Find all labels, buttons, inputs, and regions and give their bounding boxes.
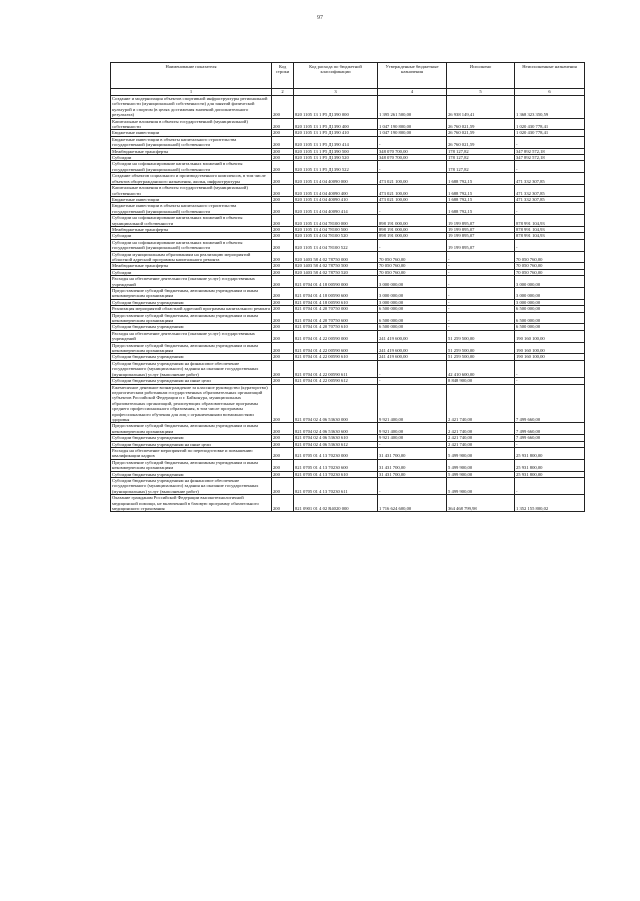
row-approved-cell: 3 000 000,00: [378, 288, 447, 300]
row-name-cell: Капитальные вложения в объекты государственной (муниципальной) собственности: [111, 185, 272, 197]
row-executed-cell: 19 199 895,07: [447, 215, 515, 227]
row-classification-cell: 821 0901 01 4 02 R4020 000: [294, 495, 378, 512]
column-number: 3: [294, 89, 378, 96]
row-code-cell: 200: [272, 239, 294, 251]
row-name-cell: Бюджетные инвестиции в объекты капитального строительства государственной (муниципальной) собственности: [111, 203, 272, 215]
row-code-cell: 200: [272, 306, 294, 312]
row-executed-cell: 178 127,82: [447, 148, 515, 154]
header-name: Наименование показателя: [111, 63, 272, 89]
table-row: [111, 312, 585, 324]
row-code-cell: 200: [272, 447, 294, 459]
row-name-cell: Создание объектов социального и производственного комплексов, в том числе объектов общегражданского назначения, жилья, инфраструктуры: [111, 173, 272, 185]
row-executed-cell: -: [447, 306, 515, 312]
row-approved-cell: 31 431 700,00: [378, 459, 447, 471]
row-remaining-cell: 3 000 000,00: [515, 288, 585, 300]
row-classification-cell: 821 0704 02 4 06 53630 000: [294, 384, 378, 423]
row-executed-cell: -: [447, 263, 515, 269]
row-remaining-cell: 25 931 800,00: [515, 459, 585, 471]
row-name-cell: Субсидии бюджетным учреждениям: [111, 324, 272, 330]
row-classification-cell: 820 1105 13 4 04 40090 400: [294, 185, 378, 197]
row-executed-cell: 2 421 740,00: [447, 384, 515, 423]
row-executed-cell: 51 259 500,00: [447, 330, 515, 342]
row-code-cell: 200: [272, 136, 294, 148]
row-remaining-cell: 3 000 000,00: [515, 299, 585, 305]
row-code-cell: 200: [272, 226, 294, 232]
table-header-row: [111, 63, 585, 89]
row-remaining-cell: 190 160 100,00: [515, 330, 585, 342]
row-code-cell: 200: [272, 435, 294, 441]
row-classification-cell: 821 0705 01 4 13 70230 610: [294, 471, 378, 477]
row-classification-cell: 820 1105 13 4 04 78100 500: [294, 226, 378, 232]
row-approved-cell: -: [378, 360, 447, 377]
table-row: [111, 330, 585, 342]
row-remaining-cell: -: [515, 239, 585, 251]
row-remaining-cell: 1 352 155 800,02: [515, 495, 585, 512]
row-name-cell: Бюджетные инвестиции: [111, 196, 272, 202]
row-code-cell: 200: [272, 251, 294, 263]
table-row: [111, 423, 585, 435]
row-approved-cell: 898 191 000,00: [378, 233, 447, 239]
row-approved-cell: 1 047 190 800,00: [378, 118, 447, 130]
row-code-cell: 200: [272, 96, 294, 119]
row-classification-cell: 820 1105 13 4 04 40090 410: [294, 196, 378, 202]
row-code-cell: 200: [272, 118, 294, 130]
row-approved-cell: 241 419 600,00: [378, 342, 447, 354]
row-code-cell: 200: [272, 312, 294, 324]
table-row: [111, 161, 585, 173]
row-executed-cell: -: [447, 312, 515, 324]
table-row: [111, 360, 585, 377]
row-classification-cell: 821 0704 01 4 22 00590 610: [294, 354, 378, 360]
row-classification-cell: 821 0704 01 4 18 00590 600: [294, 288, 378, 300]
row-remaining-cell: -: [515, 203, 585, 215]
row-code-cell: 200: [272, 478, 294, 495]
row-classification-cell: 821 0705 01 4 13 70230 611: [294, 478, 378, 495]
row-executed-cell: 26 760 021,59: [447, 118, 515, 130]
row-code-cell: 200: [272, 423, 294, 435]
row-classification-cell: 821 0704 02 4 06 53630 610: [294, 435, 378, 441]
table-row: [111, 173, 585, 185]
row-executed-cell: 364 468 799,98: [447, 495, 515, 512]
row-approved-cell: -: [378, 203, 447, 215]
row-executed-cell: 5 499 900,00: [447, 478, 515, 495]
table-row: [111, 239, 585, 251]
row-executed-cell: 51 259 500,00: [447, 342, 515, 354]
row-executed-cell: 26 760 021,59: [447, 136, 515, 148]
row-executed-cell: 5 499 900,00: [447, 447, 515, 459]
row-remaining-cell: 70 050 760,00: [515, 263, 585, 269]
table-row: [111, 215, 585, 227]
row-name-cell: Предоставление субсидий бюджетным, автономным учреждениям и иным некоммерческим организациям: [111, 342, 272, 354]
row-executed-cell: 1 688 792,15: [447, 173, 515, 185]
row-code-cell: 200: [272, 299, 294, 305]
row-remaining-cell: 471 332 307,85: [515, 173, 585, 185]
row-executed-cell: 2 421 740,00: [447, 423, 515, 435]
row-approved-cell: 9 921 400,00: [378, 384, 447, 423]
row-approved-cell: 473 021 100,00: [378, 185, 447, 197]
row-classification-cell: 820 1105 13 4 04 40090 000: [294, 173, 378, 185]
row-executed-cell: 26 760 021,59: [447, 130, 515, 136]
row-approved-cell: 31 431 700,00: [378, 471, 447, 477]
column-number: 2: [272, 89, 294, 96]
row-executed-cell: -: [447, 276, 515, 288]
row-classification-cell: 820 1105 13 1 P5 Д1390 414: [294, 136, 378, 148]
row-classification-cell: 820 1105 13 1 P5 Д1390 410: [294, 130, 378, 136]
row-classification-cell: 821 0704 01 4 22 00590 612: [294, 378, 378, 384]
row-classification-cell: 821 0704 01 4 22 00590 611: [294, 360, 378, 377]
row-code-cell: 200: [272, 215, 294, 227]
row-approved-cell: 1 395 261 500,00: [378, 96, 447, 119]
table-row: [111, 185, 585, 197]
row-classification-cell: 821 0704 01 4 20 70750 000: [294, 306, 378, 312]
row-approved-cell: 6 500 000,00: [378, 306, 447, 312]
row-executed-cell: 19 199 895,07: [447, 233, 515, 239]
row-approved-cell: 1 716 624 600,00: [378, 495, 447, 512]
row-classification-cell: 820 1105 13 1 P5 Д1390 522: [294, 161, 378, 173]
row-code-cell: 200: [272, 384, 294, 423]
row-name-cell: Субсидии: [111, 269, 272, 275]
table-row: [111, 136, 585, 148]
table-row: [111, 478, 585, 495]
row-classification-cell: 820 1105 13 1 P5 Д1390 000: [294, 96, 378, 119]
row-code-cell: 200: [272, 360, 294, 377]
row-remaining-cell: 70 050 760,00: [515, 269, 585, 275]
row-name-cell: Капитальные вложения в объекты государственной (муниципальной) собственности: [111, 118, 272, 130]
row-executed-cell: 51 259 500,00: [447, 354, 515, 360]
table-row: [111, 495, 585, 512]
row-executed-cell: 42 410 600,00: [447, 360, 515, 377]
row-name-cell: Межбюджетные трансферты: [111, 148, 272, 154]
row-code-cell: 200: [272, 330, 294, 342]
row-executed-cell: -: [447, 324, 515, 330]
row-name-cell: Субсидии бюджетным учреждениям на иные цели: [111, 378, 272, 384]
row-classification-cell: 820 1105 13 4 04 40090 414: [294, 203, 378, 215]
row-name-cell: Субсидии бюджетным учреждениям на финансовое обеспечение государственного (муниципального) задания на оказание государственных (муниципальных) услуг (выполнение работ): [111, 360, 272, 377]
row-name-cell: Предоставление субсидий бюджетным, автономным учреждениям и иным некоммерческим организациям: [111, 423, 272, 435]
row-classification-cell: 820 1403 58 4 02 78750 520: [294, 269, 378, 275]
row-name-cell: Субсидии бюджетным учреждениям: [111, 471, 272, 477]
row-code-cell: 200: [272, 155, 294, 161]
row-executed-cell: -: [447, 269, 515, 275]
row-approved-cell: -: [378, 161, 447, 173]
row-name-cell: Субсидии бюджетным учреждениям на иные цели: [111, 441, 272, 447]
row-classification-cell: 821 0704 01 4 20 70750 610: [294, 324, 378, 330]
row-name-cell: Субсидии бюджетным учреждениям: [111, 354, 272, 360]
row-name-cell: Субсидии на софинансирование капитальных вложений в объекты государственной (муниципальной) собственности: [111, 239, 272, 251]
row-remaining-cell: 6 500 000,00: [515, 312, 585, 324]
row-code-cell: 200: [272, 185, 294, 197]
row-executed-cell: 26 938 149,41: [447, 96, 515, 119]
row-name-cell: Расходы на обеспечение деятельности (оказание услуг) государственных учреждений: [111, 330, 272, 342]
row-code-cell: 200: [272, 459, 294, 471]
row-executed-cell: 1 688 792,15: [447, 203, 515, 215]
row-code-cell: 200: [272, 130, 294, 136]
row-remaining-cell: 7 499 660,00: [515, 384, 585, 423]
row-code-cell: 200: [272, 148, 294, 154]
row-executed-cell: 5 499 900,00: [447, 459, 515, 471]
header-approved: Утвержденные бюджетные назначения: [378, 63, 447, 89]
table-row: [111, 251, 585, 263]
row-executed-cell: 178 127,82: [447, 161, 515, 173]
row-remaining-cell: 3 000 000,00: [515, 276, 585, 288]
table-row: [111, 342, 585, 354]
row-approved-cell: 9 921 400,00: [378, 423, 447, 435]
row-classification-cell: 821 0704 02 4 06 53630 612: [294, 441, 378, 447]
row-approved-cell: 70 050 760,00: [378, 251, 447, 263]
row-remaining-cell: -: [515, 136, 585, 148]
column-number: 5: [447, 89, 515, 96]
row-remaining-cell: 347 892 572,18: [515, 148, 585, 154]
row-code-cell: 200: [272, 203, 294, 215]
column-number-row: [111, 89, 585, 96]
row-approved-cell: 3 000 000,00: [378, 299, 447, 305]
row-executed-cell: 1 688 792,15: [447, 185, 515, 197]
row-classification-cell: 820 1105 13 4 04 78100 000: [294, 215, 378, 227]
row-remaining-cell: -: [515, 441, 585, 447]
row-executed-cell: -: [447, 251, 515, 263]
row-remaining-cell: 7 499 660,00: [515, 423, 585, 435]
row-classification-cell: 821 0704 01 4 22 00590 600: [294, 342, 378, 354]
table-row: [111, 288, 585, 300]
row-approved-cell: 70 050 760,00: [378, 269, 447, 275]
table-body: [111, 96, 585, 512]
row-approved-cell: 241 419 600,00: [378, 330, 447, 342]
row-remaining-cell: 6 500 000,00: [515, 306, 585, 312]
table-row: [111, 384, 585, 423]
row-executed-cell: 2 421 740,00: [447, 441, 515, 447]
row-classification-cell: 820 1403 58 4 02 78750 500: [294, 263, 378, 269]
row-name-cell: Оказание гражданам Российской Федерации высокотехнологичной медицинской помощи, не включенной в базовую программу обязательного медицинского страхования: [111, 495, 272, 512]
header-code: Код строки: [272, 63, 294, 89]
row-name-cell: Предоставление субсидий бюджетным, автономным учреждениям и иным некоммерческим организациям: [111, 312, 272, 324]
header-executed: Исполнено: [447, 63, 515, 89]
row-name-cell: Создание и модернизация объектов спортивной инфраструктуры региональной собственности (муниципальной собственности) для занятий физической культурой и спортом (в целях достижения значений дополнительного результата): [111, 96, 272, 119]
row-approved-cell: 473 021 100,00: [378, 173, 447, 185]
row-code-cell: 200: [272, 263, 294, 269]
row-approved-cell: 348 070 700,00: [378, 148, 447, 154]
table-row: [111, 447, 585, 459]
row-code-cell: 200: [272, 173, 294, 185]
row-code-cell: 200: [272, 324, 294, 330]
row-name-cell: Расходы на обеспечение мероприятий по переподготовке и повышению квалификации кадров: [111, 447, 272, 459]
row-code-cell: 200: [272, 495, 294, 512]
row-name-cell: Субсидии на софинансирование капитальных вложений в объекты государственной (муниципальной) собственности: [111, 161, 272, 173]
row-remaining-cell: 1 368 323 350,59: [515, 96, 585, 119]
row-remaining-cell: -: [515, 161, 585, 173]
row-classification-cell: 821 0704 01 4 18 00590 610: [294, 299, 378, 305]
table-row: [111, 96, 585, 119]
row-classification-cell: 820 1105 13 1 P5 Д1390 400: [294, 118, 378, 130]
row-approved-cell: 6 500 000,00: [378, 324, 447, 330]
row-remaining-cell: 347 892 572,18: [515, 155, 585, 161]
row-approved-cell: 348 070 700,00: [378, 155, 447, 161]
row-classification-cell: 820 1105 13 1 P5 Д1390 500: [294, 148, 378, 154]
row-code-cell: 200: [272, 269, 294, 275]
row-remaining-cell: -: [515, 478, 585, 495]
row-approved-cell: 898 191 000,00: [378, 215, 447, 227]
row-code-cell: 200: [272, 276, 294, 288]
table-row: [111, 276, 585, 288]
table-row: [111, 203, 585, 215]
row-approved-cell: -: [378, 478, 447, 495]
row-remaining-cell: 878 991 104,93: [515, 226, 585, 232]
row-name-cell: Бюджетные инвестиции в объекты капитального строительства государственной (муниципальной) собственности: [111, 136, 272, 148]
budget-execution-table: [110, 62, 585, 512]
row-classification-cell: 821 0704 01 4 20 70750 600: [294, 312, 378, 324]
row-remaining-cell: 1 020 430 778,41: [515, 118, 585, 130]
row-name-cell: Субсидии муниципальным образованиям на реализацию мероприятий областной адресной программы капитального ремонта: [111, 251, 272, 263]
row-remaining-cell: 7 499 660,00: [515, 435, 585, 441]
row-name-cell: Субсидии: [111, 233, 272, 239]
header-classification: Код расхода по бюджетной классификации: [294, 63, 378, 89]
row-code-cell: 200: [272, 288, 294, 300]
row-approved-cell: -: [378, 441, 447, 447]
row-remaining-cell: 25 931 800,00: [515, 471, 585, 477]
row-classification-cell: 821 0704 01 4 18 00590 000: [294, 276, 378, 288]
column-number: 4: [378, 89, 447, 96]
row-code-cell: 200: [272, 441, 294, 447]
row-approved-cell: 473 021 100,00: [378, 196, 447, 202]
row-code-cell: 200: [272, 342, 294, 354]
row-executed-cell: -: [447, 299, 515, 305]
row-remaining-cell: 6 500 000,00: [515, 324, 585, 330]
column-number: 1: [111, 89, 272, 96]
table-row: [111, 459, 585, 471]
page-number: 97: [317, 15, 323, 21]
row-approved-cell: 6 500 000,00: [378, 312, 447, 324]
row-remaining-cell: 25 931 800,00: [515, 447, 585, 459]
row-remaining-cell: 471 332 307,85: [515, 185, 585, 197]
row-name-cell: Реализация мероприятий областной адресной программы капитального ремонта: [112, 306, 270, 312]
row-code-cell: 200: [272, 354, 294, 360]
row-name-cell: Субсидии бюджетным учреждениям: [111, 299, 272, 305]
row-name-cell: Предоставление субсидий бюджетным, автономным учреждениям и иным некоммерческим организациям: [111, 459, 272, 471]
row-classification-cell: 820 1403 58 4 02 78750 000: [294, 251, 378, 263]
column-number: 6: [515, 89, 585, 96]
row-classification-cell: 821 0704 02 4 06 53630 600: [294, 423, 378, 435]
row-remaining-cell: 190 160 100,00: [515, 342, 585, 354]
row-classification-cell: 821 0705 01 4 13 70230 600: [294, 459, 378, 471]
row-remaining-cell: -: [515, 360, 585, 377]
row-remaining-cell: 878 991 104,93: [515, 215, 585, 227]
row-classification-cell: 821 0704 01 4 22 00590 000: [294, 330, 378, 342]
row-approved-cell: 241 419 600,00: [378, 354, 447, 360]
row-executed-cell: 5 499 900,00: [447, 471, 515, 477]
row-name-cell: Межбюджетные трансферты: [111, 226, 272, 232]
row-remaining-cell: 471 332 307,85: [515, 196, 585, 202]
row-classification-cell: 820 1105 13 4 04 78100 520: [294, 233, 378, 239]
row-executed-cell: 19 199 895,07: [447, 239, 515, 251]
row-approved-cell: 31 431 700,00: [378, 447, 447, 459]
row-classification-cell: 821 0705 01 4 13 70230 000: [294, 447, 378, 459]
row-approved-cell: -: [378, 378, 447, 384]
row-name-cell: Субсидии бюджетным учреждениям на финансовое обеспечение государственного (муниципального) задания на оказание государственных (муниципальных) услуг (выполнение работ): [111, 478, 272, 495]
row-remaining-cell: 878 991 104,93: [515, 233, 585, 239]
row-name-cell: Ежемесячное денежное вознаграждение за классное руководство (кураторство) педагогическим работникам государственных образовательных организаций субъектов Российской Федерации и г. Байконура, муниципальных образовательных организаций, реализующих образовательные программы среднего профессионального образования, в том числе программы профессионального обучения для лиц с ограниченными возможностями здоровья: [111, 384, 272, 423]
row-remaining-cell: -: [515, 378, 585, 384]
row-remaining-cell: 1 020 430 778,41: [515, 130, 585, 136]
row-name-cell: Субсидии на софинансирование капитальных вложений в объекты муниципальной собственности: [111, 215, 272, 227]
row-executed-cell: -: [447, 288, 515, 300]
header-remaining: Неисполненные назначения: [515, 63, 585, 89]
row-name-cell: Бюджетные инвестиции: [111, 130, 272, 136]
row-approved-cell: 70 050 760,00: [378, 263, 447, 269]
row-code-cell: 200: [272, 196, 294, 202]
row-classification-cell: 820 1105 13 1 P5 Д1390 520: [294, 155, 378, 161]
row-name-cell: Предоставление субсидий бюджетным, автономным учреждениям и иным некоммерческим организациям: [111, 288, 272, 300]
row-code-cell: 200: [272, 233, 294, 239]
row-name-cell: Субсидии: [111, 155, 272, 161]
row-approved-cell: 9 921 400,00: [378, 435, 447, 441]
row-executed-cell: 8 848 900,00: [447, 378, 515, 384]
row-remaining-cell: 190 160 100,00: [515, 354, 585, 360]
row-executed-cell: 178 127,82: [447, 155, 515, 161]
row-approved-cell: -: [378, 136, 447, 148]
row-approved-cell: 1 047 190 800,00: [378, 130, 447, 136]
row-executed-cell: 19 199 895,07: [447, 226, 515, 232]
row-executed-cell: 2 421 740,00: [447, 435, 515, 441]
row-executed-cell: 1 688 792,15: [447, 196, 515, 202]
row-name-cell: Межбюджетные трансферты: [111, 263, 272, 269]
table-row: [111, 118, 585, 130]
row-name-cell: Расходы на обеспечение деятельности (оказание услуг) государственных учреждений: [111, 276, 272, 288]
row-approved-cell: 898 191 000,00: [378, 226, 447, 232]
row-code-cell: 200: [272, 161, 294, 173]
row-classification-cell: 820 1105 13 4 04 78100 522: [294, 239, 378, 251]
row-approved-cell: 3 000 000,00: [378, 276, 447, 288]
row-code-cell: 200: [272, 378, 294, 384]
row-code-cell: 200: [272, 471, 294, 477]
row-remaining-cell: 70 050 760,00: [515, 251, 585, 263]
row-approved-cell: -: [378, 239, 447, 251]
row-name-cell: Субсидии бюджетным учреждениям: [111, 435, 272, 441]
